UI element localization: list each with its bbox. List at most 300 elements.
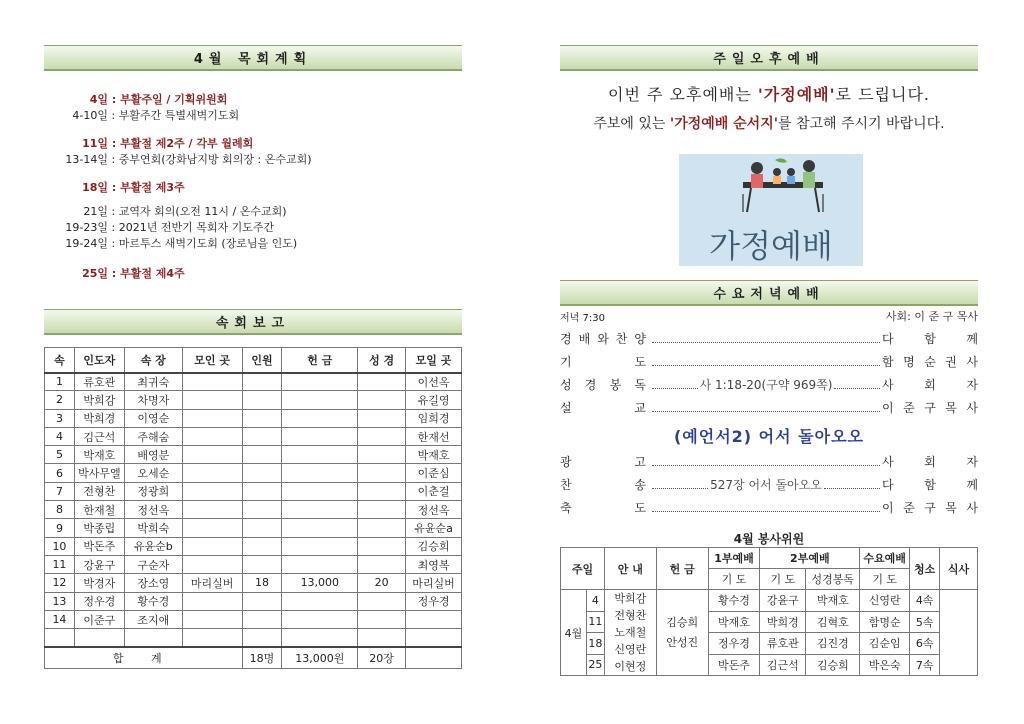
intro-line-1 [560,82,978,105]
report-header-cell: 인원 [242,348,282,373]
table-row [45,592,462,610]
order-label-char: 성 [560,377,572,392]
report-cell [282,427,358,445]
report-cell: 박희숙 [124,519,182,537]
order-row [560,497,978,517]
report-cell [282,391,358,409]
report-cell [182,391,242,409]
report-cell: 4 [45,427,75,445]
report-cell: 14 [45,610,75,628]
report-cell [74,629,124,647]
report-cell [45,629,75,647]
illustration-caption: 가정예배 [709,227,833,265]
report-cell [182,501,242,519]
order-label [560,399,650,416]
total-people: 18명 [242,647,282,669]
report-cell: 6 [45,464,75,482]
total-label: 합 계 [45,647,243,669]
report-cell [242,373,282,391]
order-person-char: 사 [966,500,978,515]
vol-guide-name: 이현정 [614,660,647,673]
intro1-post: 로 드립니다. [835,85,930,104]
plan-date: 11일 [82,137,108,150]
plan-date: 4일 [89,93,108,106]
order-person [882,499,978,516]
afternoon-title: 주일오후예배 [713,52,825,67]
intro2-highlight: '가정예배 순서지' [669,116,779,132]
order-label-char: 교 [634,400,646,415]
vol-cleaning: 7속 [910,654,940,676]
report-cell: 박종립 [74,519,124,537]
report-cell [282,519,358,537]
vol-offering-name: 김승희 [666,615,699,629]
report-cell [242,629,282,647]
total-offering: 13,000원 [282,647,358,669]
report-cell: 유윤순b [124,537,182,555]
plan-separator: : [108,205,119,218]
plan-separator: : [108,237,119,250]
total-empty [406,647,462,669]
table-row [45,501,462,519]
report-cell: 8 [45,501,75,519]
table-row [45,574,462,592]
report-cell: 정우경 [74,592,124,610]
volunteer-title: 4월 봉사위원 [733,532,805,546]
order-person-char: 함 [924,331,936,346]
report-cell [242,519,282,537]
order-person-char: 목 [945,500,957,515]
report-cell: 유윤순a [406,519,462,537]
plan-date: 19-24일 [65,237,108,250]
report-cell: 한재선 [406,427,462,445]
vol-cleaning: 5속 [910,611,940,633]
total-bible: 20장 [358,647,406,669]
report-cell [282,464,358,482]
vol-guide-name: 전형찬 [614,609,647,622]
intro-line-2 [560,113,978,133]
plan-separator: : [108,221,119,234]
plan-item [50,108,239,124]
order-label [560,453,650,470]
report-cell [282,592,358,610]
report-cell: 9 [45,519,75,537]
vol-head-reading: 성경봉독 [806,569,860,590]
order-person-char: 회 [924,377,936,392]
plan-separator: : [108,267,121,280]
vol-guide-name: 신영란 [614,643,647,656]
order-row [560,474,978,494]
report-cell: 박재호 [406,446,462,464]
report-cell: 마리실버 [182,574,242,592]
vol-head-cleaning: 청소 [910,548,940,590]
table-row [45,610,462,628]
vol-head-prayer1: 기 도 [708,569,760,590]
plan-text: 부활절 제4주 [120,267,185,280]
intro1-pre: 이번 주 오후예배는 [608,85,758,104]
plan-text: 중부연회(강화남지방 회의장 : 온수교회) [118,153,312,166]
vol-prayer-wed: 박은숙 [860,654,910,676]
report-cell [358,610,406,628]
plan-date: 13-14일 [65,153,108,166]
order-row [560,328,978,348]
plan-item [50,92,227,108]
order-label-char: 송 [634,477,646,492]
plan-text: 부활주간 특별새벽기도회 [118,109,240,122]
report-cell: 박돈주 [74,537,124,555]
report-cell: 2 [45,391,75,409]
report-cell: 정선옥 [406,501,462,519]
report-cell [242,446,282,464]
table-row [561,590,978,612]
report-cell [282,537,358,555]
report-cell [242,592,282,610]
report-header-cell: 속 장 [124,348,182,373]
order-person-char: 함 [924,477,936,492]
order-person-char: 순 [924,354,936,369]
order-person-char: 다 [882,477,894,492]
vol-guide-name: 노재철 [614,626,647,639]
vol-prayer-wed: 김순임 [860,633,910,655]
report-cell: 13,000 [282,574,358,592]
order-person [882,453,978,470]
dot-leader [834,380,880,389]
vol-reading: 김혁호 [806,611,860,633]
order-label-char: 축 [560,500,572,515]
report-cell [358,519,406,537]
report-cell: 이준심 [406,464,462,482]
dot-leader [652,480,708,489]
report-cell [358,373,406,391]
report-header-cell: 헌 금 [282,348,358,373]
report-cell: 박희경 [74,409,124,427]
report-cell: 한재철 [74,501,124,519]
plan-date: 21일 [83,205,108,218]
dot-leader [652,503,880,512]
plan-banner [44,45,462,71]
order-label-char: 광 [560,454,572,469]
service-presider: 사회: 이 준 구 목사 [885,310,978,323]
report-cell [406,610,462,628]
order-person-char: 목 [945,400,957,415]
report-cell: 황수경 [124,592,182,610]
vol-head-prayer2: 기 도 [760,569,806,590]
report-cell: 최영복 [406,555,462,573]
report-cell [358,427,406,445]
vol-head-meal: 식사 [940,548,978,590]
report-cell [358,629,406,647]
order-person [882,376,978,393]
order-leader [650,457,882,466]
order-leader [650,334,882,343]
order-label-char: 찬 [615,331,628,346]
order-leader [650,376,882,393]
report-cell: 정광희 [124,482,182,500]
plan-text: 교역자 회의(오전 11시 / 온수교회) [118,205,287,218]
table-row [45,519,462,537]
vol-month: 4월 [561,590,587,676]
report-cell [282,555,358,573]
order-person [882,353,978,370]
report-header-cell: 모인 곳 [182,348,242,373]
plan-item [50,152,312,168]
report-cell [182,409,242,427]
vol-reading: 박재호 [806,590,860,612]
order-person-char: 사 [882,377,894,392]
table-row [45,555,462,573]
order-label-char: 설 [560,400,572,415]
order-person-char: 이 [882,500,894,515]
report-cell [182,610,242,628]
report-cell [358,537,406,555]
order-label [560,330,650,347]
table-row [45,373,462,391]
report-cell [242,409,282,427]
report-cell: 이영순 [124,409,182,427]
order-label [560,499,650,516]
intro2-post: 를 참고해 주시기 바랍니다. [778,116,945,132]
vol-cleaning: 4속 [910,590,940,612]
order-person-char: 함 [882,354,894,369]
order-person [882,399,978,416]
wednesday-title: 수요저녁예배 [713,287,825,302]
report-cell: 이선옥 [406,373,462,391]
plan-date: 4-10일 [72,109,108,122]
vol-head-guide: 안 내 [604,548,656,590]
report-cell [282,501,358,519]
report-cell [282,482,358,500]
order-detail: 527장 어서 돌아오오 [710,477,822,492]
report-header-cell: 속 [45,348,75,373]
report-cell [242,482,282,500]
vol-cleaning: 6속 [910,633,940,655]
report-cell: 박사무엘 [74,464,124,482]
report-cell [182,555,242,573]
report-cell: 김승희 [406,537,462,555]
vol-offering [656,590,708,676]
report-cell [182,482,242,500]
report-cell: 전형찬 [74,482,124,500]
service-time: 저녁 7:30 [560,313,605,324]
vol-prayer1: 황수경 [708,590,760,612]
order-leader [650,403,882,412]
cell-report-table [44,347,462,669]
order-person-char: 사 [966,354,978,369]
order-label-char: 배 [578,331,591,346]
plan-item [50,136,253,152]
order-label-char: 고 [634,454,646,469]
vol-prayer1: 박재호 [708,611,760,633]
vol-head-offering: 헌 금 [656,548,708,590]
vol-head-service2: 2부예배 [760,548,860,569]
table-row [45,482,462,500]
report-cell: 박희감 [74,391,124,409]
report-cell [182,537,242,555]
order-person-char: 구 [924,400,936,415]
order-person-char: 께 [966,477,978,492]
order-row [560,351,978,371]
vol-prayer2: 류호관 [760,633,806,655]
report-cell [182,464,242,482]
dot-leader [824,480,880,489]
report-cell [358,409,406,427]
order-leader [650,503,882,512]
vol-day: 4 [586,590,604,612]
report-cell: 7 [45,482,75,500]
vol-prayer1: 정우경 [708,633,760,655]
report-title: 속회보고 [215,316,291,331]
family-table-icon [679,154,863,266]
report-cell [242,555,282,573]
report-cell [282,629,358,647]
vol-head-service1: 1부예배 [708,548,760,569]
order-row [560,451,978,471]
plan-item [50,220,274,236]
report-cell [242,501,282,519]
plan-date: 19-23일 [65,221,108,234]
report-header-cell: 모일 곳 [406,348,462,373]
report-cell: 장소영 [124,574,182,592]
table-row [45,537,462,555]
report-cell [358,592,406,610]
intro2-pre: 주보에 있는 [593,116,670,132]
table-row [45,391,462,409]
vol-prayer-wed: 신영란 [860,590,910,612]
report-cell: 차명자 [124,391,182,409]
vol-prayer2: 박희경 [760,611,806,633]
plan-separator: : [108,137,121,150]
order-label-char: 경 [560,331,572,346]
report-cell: 18 [242,574,282,592]
report-cell: 정선옥 [124,501,182,519]
order-person-char: 준 [903,500,915,515]
dot-leader [652,357,880,366]
order-person-char: 자 [966,377,978,392]
plan-item [50,180,185,196]
report-cell: 류호관 [74,373,124,391]
vol-prayer-wed: 함명순 [860,611,910,633]
report-cell [124,629,182,647]
order-label [560,476,650,493]
plan-text: 2021년 전반기 목회자 기도주간 [118,221,275,234]
order-label-char: 와 [597,331,609,346]
dot-leader [652,403,880,412]
table-row [45,446,462,464]
report-cell: 10 [45,537,75,555]
order-person [882,476,978,493]
sermon-title: (예언서2) 어서 돌아오오 [673,427,864,446]
order-person-char: 다 [882,331,894,346]
report-cell [182,519,242,537]
vol-head-week: 주일 [561,548,605,590]
vol-day: 25 [586,654,604,676]
report-cell [406,629,462,647]
vol-head-wednesday: 수요예배 [860,548,910,569]
table-row [45,629,462,647]
table-row [45,464,462,482]
report-cell: 박재호 [74,446,124,464]
report-cell [358,446,406,464]
report-cell [182,629,242,647]
report-cell: 1 [45,373,75,391]
order-row [560,374,978,394]
order-person-char: 사 [882,454,894,469]
report-cell [358,391,406,409]
table-row [45,427,462,445]
report-cell: 배영분 [124,446,182,464]
order-person-char: 준 [903,400,915,415]
order-person-char: 회 [924,454,936,469]
intro1-highlight: '가정예배' [757,85,836,104]
report-cell: 5 [45,446,75,464]
plan-separator: : [108,93,121,106]
plan-title: 4월 목회계획 [193,52,313,67]
report-cell [358,555,406,573]
vol-prayer2: 강윤구 [760,590,806,612]
order-leader [650,476,882,493]
report-cell: 마리실버 [406,574,462,592]
report-cell [242,464,282,482]
report-cell: 유길영 [406,391,462,409]
wednesday-banner [560,280,978,306]
order-label [560,353,650,370]
order-detail: 사 1:18-20(구약 969쪽) [699,377,833,392]
table-row [45,409,462,427]
vol-day: 18 [586,633,604,655]
report-total-row [45,647,462,669]
report-cell: 강윤구 [74,555,124,573]
report-cell [358,501,406,519]
report-cell [282,446,358,464]
family-worship-illustration [679,154,863,266]
order-person-char: 사 [966,400,978,415]
report-cell [182,427,242,445]
plan-text: 마르투스 새벽기도회 (장로님을 인도) [118,237,298,250]
report-header-cell: 성 경 [358,348,406,373]
dot-leader [652,457,880,466]
order-row [560,397,978,417]
report-header-cell: 인도자 [74,348,124,373]
order-label-char: 도 [634,354,646,369]
report-cell: 조지애 [124,610,182,628]
plan-text: 부활주일 / 기획위원회 [120,93,228,106]
report-cell [242,537,282,555]
order-person-char: 구 [924,500,936,515]
vol-meal [940,590,978,676]
plan-separator: : [108,181,121,194]
report-cell: 이준구 [74,610,124,628]
order-person-char: 자 [966,454,978,469]
order-label-char: 봉 [609,377,622,392]
report-cell [282,610,358,628]
vol-prayer1: 박돈주 [708,654,760,676]
report-cell [282,409,358,427]
report-cell [358,464,406,482]
report-cell [182,446,242,464]
vol-offering-name: 안성진 [666,635,699,649]
report-cell: 20 [358,574,406,592]
plan-date: 18일 [82,181,108,194]
report-cell: 구순자 [124,555,182,573]
report-cell [242,391,282,409]
order-person-char: 권 [945,354,957,369]
order-person-char: 명 [903,354,915,369]
vol-prayer2: 김근석 [760,654,806,676]
plan-text: 부활절 제2주 / 각부 월례회 [120,137,254,150]
report-cell [282,373,358,391]
report-cell: 13 [45,592,75,610]
report-cell: 정우경 [406,592,462,610]
vol-guide-name: 박희감 [614,592,647,605]
